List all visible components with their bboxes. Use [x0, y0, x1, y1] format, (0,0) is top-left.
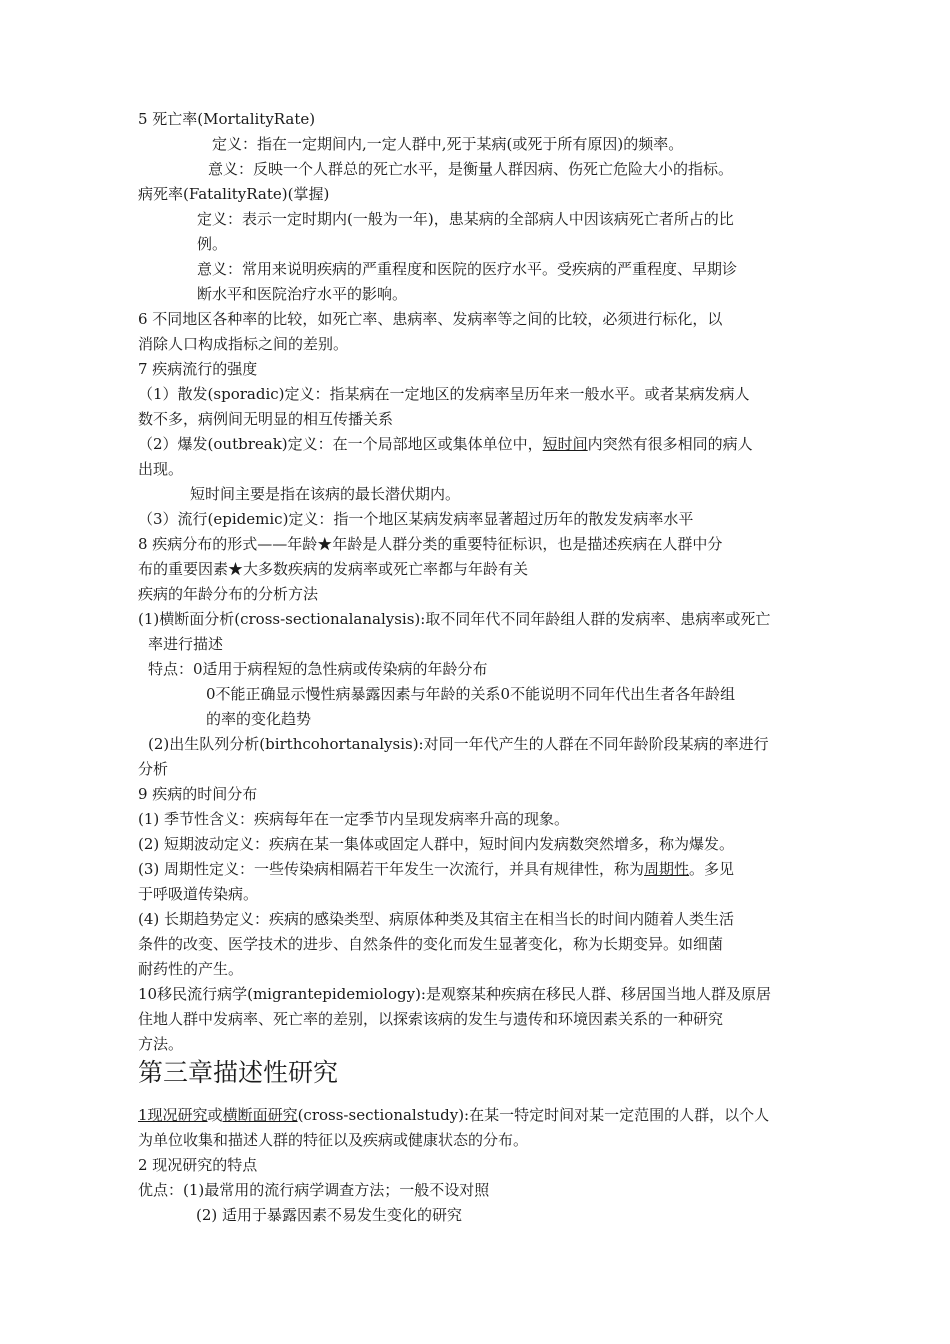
seasonality-definition: (1) 季节性含义：疾病每年在一定季节内呈现发病率升高的现象。: [138, 810, 570, 828]
periodicity-text-end: 。多见: [689, 860, 735, 878]
outbreak-text-end: 内突然有很多相同的病人: [587, 435, 753, 453]
fatality-rate-meaning: 意义：常用来说明疾病的严重程度和医院的医疗水平。受疾病的严重程度、早期诊: [197, 260, 738, 278]
cross-sectional-study-text: (cross-sectionalstudy):在某一特定时间对某一定范围的人群，以个人: [297, 1106, 770, 1124]
age-analysis-methods-heading: 疾病的年龄分布的分析方法: [138, 585, 319, 603]
sporadic-definition-cont: 数不多，病例间无明显的相互传播关系: [138, 410, 394, 428]
chapter-heading: 第三章描述性研究: [138, 1058, 339, 1087]
outbreak-definition: [138, 432, 753, 456]
mortality-rate-heading: 5 死亡率(MortalityRate): [138, 110, 316, 128]
epidemic-definition: （3）流行(epidemic)定义：指一个地区某病发病率显著超过历年的散发发病率水平: [138, 510, 694, 528]
cross-sectional-study-definition-cont: 为单位收集和描述人群的特征以及疾病或健康状态的分布。: [138, 1131, 529, 1149]
epidemic-intensity-heading: 7 疾病流行的强度: [138, 360, 258, 378]
age-distribution-paragraph-cont: 布的重要因素★大多数疾病的发病率或死亡率都与年龄有关: [138, 560, 529, 578]
secular-trend-definition-cont: 条件的改变、医学技术的进步、自然条件的变化而发生显著变化，称为长期变异。如细菌: [138, 935, 724, 953]
mortality-rate-definition: 定义：指在一定期间内,一定人群中,死于某病(或死于所有原因)的频率。: [212, 135, 684, 153]
periodicity-definition: [138, 857, 734, 881]
migrant-epidemiology-definition: 10移民流行病学(migrantepidemiology):是观察某种疾病在移民人群、移居国当地人群及原居: [138, 985, 771, 1003]
features-limitations: 0不能正确显示慢性病暴露因素与年龄的关系0不能说明不同年代出生者各年龄组: [206, 685, 736, 703]
secular-trend-definition-end: 耐药性的产生。: [138, 960, 244, 978]
periodicity-underlined: 周期性: [644, 860, 690, 878]
periodicity-definition-cont: 于呼吸道传染病。: [138, 885, 259, 903]
short-time-note: 短时间主要是指在该病的最长潜伏期内。: [190, 485, 461, 503]
fatality-rate-definition-cont: 例。: [197, 235, 228, 253]
outbreak-definition-cont: 出现。: [138, 460, 184, 478]
age-distribution-paragraph: 8 疾病分布的形式——年龄★年龄是人群分类的重要特征标识，也是描述疾病在人群中分: [138, 535, 723, 553]
cross-sectional-study-underlined: 横断面研究: [222, 1106, 298, 1124]
migrant-epidemiology-definition-end: 方法。: [138, 1035, 184, 1053]
advantages-line-1: 优点：(1)最常用的流行病学调查方法；一般不设对照: [138, 1181, 490, 1199]
time-distribution-heading: 9 疾病的时间分布: [138, 785, 258, 803]
advantages-line-2: (2) 适用于暴露因素不易发生变化的研究: [196, 1206, 463, 1224]
cross-sectional-analysis: (1)横断面分析(cross-sectionalanalysis):取不同年代不同年龄组人群的发病率、患病率或死亡: [138, 610, 771, 628]
rate-comparison-paragraph-cont: 消除人口构成指标之间的差别。: [138, 335, 349, 353]
birth-cohort-analysis: (2)出生队列分析(birthcohortanalysis):对同一年代产生的人群在不同年龄阶段某病的率进行: [148, 735, 769, 753]
features-line: 特点：0适用于病程短的急性病或传染病的年龄分布: [148, 660, 488, 678]
outbreak-text: （2）爆发(outbreak)定义：在一个局部地区或集体单位中，: [138, 435, 543, 453]
sporadic-definition: （1）散发(sporadic)定义：指某病在一定地区的发病率呈历年来一般水平。或者某病发病人: [138, 385, 750, 403]
mortality-rate-meaning: 意义：反映一个人群总的死亡水平，是衡量人群因病、伤死亡危险大小的指标。: [208, 160, 734, 178]
or-text: 或: [207, 1106, 223, 1124]
short-term-fluctuation-definition: (2) 短期波动定义：疾病在某一集体或固定人群中，短时间内发病数突然增多，称为爆发。: [138, 835, 735, 853]
fatality-rate-meaning-cont: 断水平和医院治疗水平的影响。: [197, 285, 408, 303]
migrant-epidemiology-definition-cont: 住地人群中发病率、死亡率的差别，以探索该病的发生与遗传和环境因素关系的一种研究: [138, 1010, 724, 1028]
short-time-underlined: 短时间: [542, 435, 588, 453]
cross-sectional-analysis-cont: 率进行描述: [148, 635, 224, 653]
prevalence-study-underlined: 1现况研究: [138, 1106, 208, 1124]
periodicity-text: (3) 周期性定义：一些传染病相隔若干年发生一次流行，并具有规律性，称为: [138, 860, 645, 878]
study-features-heading: 2 现况研究的特点: [138, 1156, 258, 1174]
birth-cohort-analysis-cont: 分析: [138, 760, 169, 778]
fatality-rate-heading: 病死率(FatalityRate)(掌握): [138, 185, 330, 203]
fatality-rate-definition: 定义：表示一定时期内(一般为一年)，患某病的全部病人中因该病死亡者所占的比: [197, 210, 734, 228]
rate-comparison-paragraph: 6 不同地区各种率的比较，如死亡率、患病率、发病率等之间的比较，必须进行标化，以: [138, 310, 723, 328]
features-limitations-cont: 的率的变化趋势: [206, 710, 312, 728]
cross-sectional-study-definition: [138, 1103, 769, 1127]
secular-trend-definition: (4) 长期趋势定义：疾病的感染类型、病原体种类及其宿主在相当长的时间内随着人类生活: [138, 910, 735, 928]
